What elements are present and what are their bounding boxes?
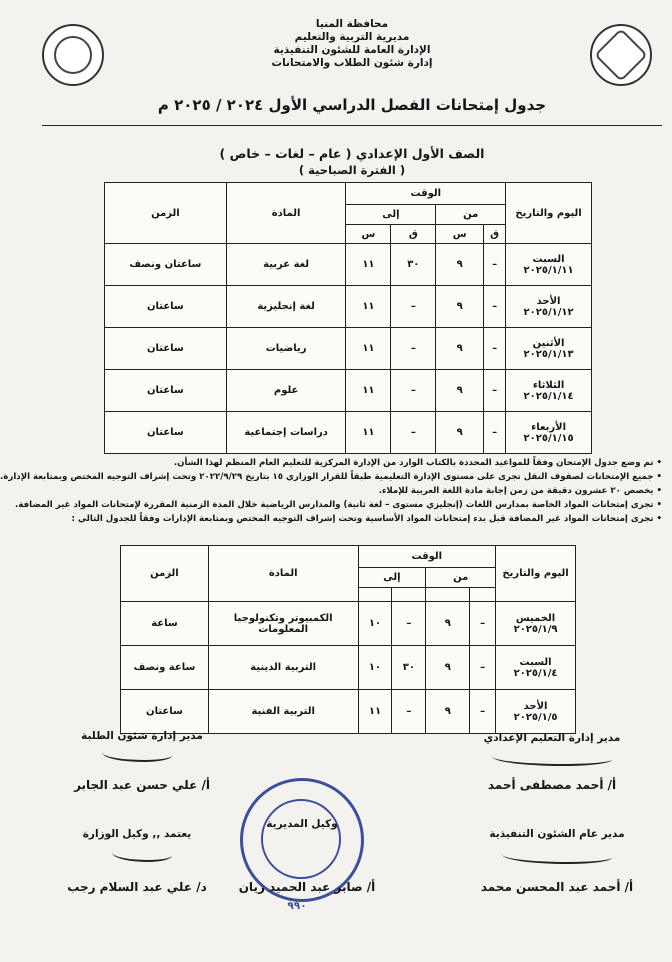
signature-name-preparatory: أ/ أحمد مصطفى أحمد	[487, 778, 617, 792]
header-duration: الزمن	[121, 546, 209, 602]
date-label: ٢٠٢٥/١/١٤	[523, 390, 574, 402]
note-line: • تجرى إمتحانات المواد الخاصة بمدارس اللغات (إنجليزي مستوى – لغة ثانية) والمدارس الرياضية خلال المدة الزمنية المقررة لإمتحانات المواد غير المضافة.	[15, 500, 662, 510]
header-day-date: اليوم والتاريخ	[496, 546, 576, 602]
day-date-cell	[506, 412, 592, 454]
signature-name-students: أ/ علي حسن عبد الجابر	[74, 778, 210, 792]
table-row	[121, 646, 576, 690]
from-hour-cell: ٩	[436, 286, 484, 328]
header-hour: س	[436, 225, 484, 244]
signature-title-executive: مدير عام الشئون التنفيذية	[489, 828, 625, 840]
stamp-number: ٩٩٠	[287, 900, 307, 912]
to-minute-cell: ٣٠	[391, 244, 436, 286]
subject-cell: رياضيات	[226, 328, 346, 370]
handwritten-signature	[492, 750, 612, 766]
day-label: السبت	[532, 253, 565, 265]
date-label: ٢٠٢٥/١/٥	[513, 711, 558, 723]
period-title: ( الفترة الصباحية )	[298, 163, 406, 177]
header-hour	[358, 588, 392, 602]
header-minute: ق	[391, 225, 436, 244]
day-label: الأربعاء	[531, 421, 567, 433]
date-label: ٢٠٢٥/١/٩	[513, 623, 558, 635]
table-row	[105, 328, 592, 370]
note-line: • تم وضع جدول الإمتحان وفقاً للمواعيد المحددة بالكتاب الوارد من الإدارة المركزية للتعليم العام المنظم لهذا الشأن.	[173, 458, 662, 468]
day-label: الثلاثاء	[532, 379, 565, 391]
from-minute-cell: –	[470, 690, 496, 734]
from-hour-cell: ٩	[426, 602, 470, 646]
date-label: ٢٠٢٥/١/١٥	[523, 432, 574, 444]
from-minute-cell: –	[470, 602, 496, 646]
duration-cell: ساعتان ونصف	[105, 244, 227, 286]
from-hour-cell: ٩	[426, 646, 470, 690]
to-hour-cell: ١١	[346, 370, 391, 412]
signature-name-undersecretary: د/ علي عبد السلام رجب	[67, 880, 207, 894]
duration-cell: ساعتان	[105, 370, 227, 412]
subject-cell: لغة عربية	[226, 244, 346, 286]
duration-cell: ساعتان	[105, 412, 227, 454]
to-hour-cell: ١١	[346, 286, 391, 328]
title-divider	[42, 125, 662, 126]
header-day-date: اليوم والتاريخ	[506, 183, 592, 244]
subject-cell: الكمبيوتر وتكنولوجيا المعلومات	[208, 602, 358, 646]
note-line: • تجرى إمتحانات المواد غير المضافة قبل بدء إمتحانات المواد الأساسية وتحت إشراف التوجيه المختص وبمتابعة الإدارات وفقاً للجدول التالي :	[71, 514, 662, 524]
table-header-row	[105, 183, 592, 205]
header-hour: س	[346, 225, 391, 244]
header-to: إلى	[358, 568, 426, 588]
note-line: • جميع الإمتحانات لصفوف النقل تجرى على مستوى الإدارة التعليمية طبقاً للقرار الوزاري ١٥ بتاريخ ٢٠٢٢/٩/٢٩ وتحت إشراف التوجيه المختص وبمتابعة الإدارة.	[0, 472, 662, 482]
day-label: الأثنين	[532, 337, 565, 349]
day-label: الأحد	[536, 295, 561, 307]
to-minute-cell: –	[391, 370, 436, 412]
signature-title-preparatory: مدير إدارة التعليم الإعدادي	[483, 732, 621, 744]
handwritten-signature	[112, 846, 172, 862]
from-minute-cell: –	[470, 646, 496, 690]
day-label: الخميس	[515, 612, 556, 624]
day-label: السبت	[519, 656, 552, 668]
day-date-cell	[496, 646, 576, 690]
grade-title: الصف الأول الإعدادي ( عام – لغات – خاص )	[219, 146, 485, 161]
from-minute-cell: –	[484, 244, 506, 286]
to-hour-cell: ١٠	[358, 602, 392, 646]
day-date-cell	[496, 690, 576, 734]
to-hour-cell: ١١	[346, 412, 391, 454]
date-label: ٢٠٢٥/١/١١	[523, 264, 574, 276]
from-hour-cell: ٩	[436, 328, 484, 370]
header-minute: ق	[484, 225, 506, 244]
date-label: ٢٠٢٥/١/٤	[513, 667, 558, 679]
header-time: الوقت	[346, 183, 506, 205]
table-header-row	[121, 546, 576, 568]
duration-cell: ساعتان	[105, 328, 227, 370]
header-duration: الزمن	[105, 183, 227, 244]
header-subject: المادة	[226, 183, 346, 244]
to-minute-cell: –	[391, 286, 436, 328]
handwritten-signature	[502, 848, 612, 864]
from-minute-cell: –	[484, 286, 506, 328]
subject-cell: التربية الفنية	[208, 690, 358, 734]
table-row	[105, 412, 592, 454]
table-row	[121, 690, 576, 734]
subject-cell: التربية الدينية	[208, 646, 358, 690]
day-label: الأحد	[523, 700, 548, 712]
header-hour	[426, 588, 470, 602]
header-line-department: إدارة شئون الطلاب والامتحانات	[271, 57, 433, 69]
header-from: من	[426, 568, 496, 588]
from-hour-cell: ٩	[436, 244, 484, 286]
signature-name-deputy: أ/ صابر عبد الحميد زيان	[238, 880, 376, 894]
note-line: • يخصص ٢٠ عشرون دقيقة من زمن إجابة مادة اللغة العربية للإملاء.	[378, 486, 662, 496]
signature-title-undersecretary: يعتمد ,, وكيل الوزارة	[82, 828, 192, 840]
header-line-directorate: مديرية التربية والتعليم	[294, 31, 410, 43]
day-date-cell	[496, 602, 576, 646]
duration-cell: ساعتان	[121, 690, 209, 734]
handwritten-signature	[102, 746, 172, 762]
header-time: الوقت	[358, 546, 496, 568]
from-minute-cell: –	[484, 328, 506, 370]
header-minute	[470, 588, 496, 602]
day-date-cell	[506, 328, 592, 370]
day-date-cell	[506, 370, 592, 412]
from-hour-cell: ٩	[436, 412, 484, 454]
table-row	[105, 286, 592, 328]
from-minute-cell: –	[484, 412, 506, 454]
from-minute-cell: –	[484, 370, 506, 412]
to-hour-cell: ١١	[346, 244, 391, 286]
table-row	[105, 244, 592, 286]
table-row	[121, 602, 576, 646]
from-hour-cell: ٩	[436, 370, 484, 412]
subject-cell: علوم	[226, 370, 346, 412]
day-date-cell	[506, 286, 592, 328]
date-label: ٢٠٢٥/١/١٢	[523, 306, 574, 318]
signature-name-executive: أ/ أحمد عبد المحسن محمد	[480, 880, 634, 894]
to-hour-cell: ١١	[346, 328, 391, 370]
to-hour-cell: ١١	[358, 690, 392, 734]
header-to: إلى	[346, 205, 436, 225]
from-hour-cell: ٩	[426, 690, 470, 734]
header-minute	[392, 588, 426, 602]
to-minute-cell: ٣٠	[392, 646, 426, 690]
header-from: من	[436, 205, 506, 225]
schedule-table-extra-subjects	[120, 545, 576, 734]
header-line-administration: الإدارة العامة للشئون التنفيذية	[273, 44, 431, 56]
duration-cell: ساعة ونصف	[121, 646, 209, 690]
date-label: ٢٠٢٥/١/١٣	[523, 348, 574, 360]
duration-cell: ساعة	[121, 602, 209, 646]
signature-title-deputy: وكيل المديرية	[266, 818, 338, 830]
page-title: جدول إمتحانات الفصل الدراسي الأول ٢٠٢٤ / ٢٠٢٥ م	[157, 96, 547, 114]
to-hour-cell: ١٠	[358, 646, 392, 690]
header-subject: المادة	[208, 546, 358, 602]
to-minute-cell: –	[391, 328, 436, 370]
schedule-table-main	[104, 182, 592, 454]
to-minute-cell: –	[392, 690, 426, 734]
duration-cell: ساعتان	[105, 286, 227, 328]
to-minute-cell: –	[391, 412, 436, 454]
signature-title-students: مدير إدارة شئون الطلبة	[81, 730, 203, 742]
header-block	[32, 18, 672, 70]
header-line-governorate: محافظة المنيا	[315, 18, 389, 30]
eagle-icon	[261, 799, 341, 879]
subject-cell: دراسات إجتماعية	[226, 412, 346, 454]
day-date-cell	[506, 244, 592, 286]
to-minute-cell: –	[392, 602, 426, 646]
table-row	[105, 370, 592, 412]
subject-cell: لغة إنجليزية	[226, 286, 346, 328]
